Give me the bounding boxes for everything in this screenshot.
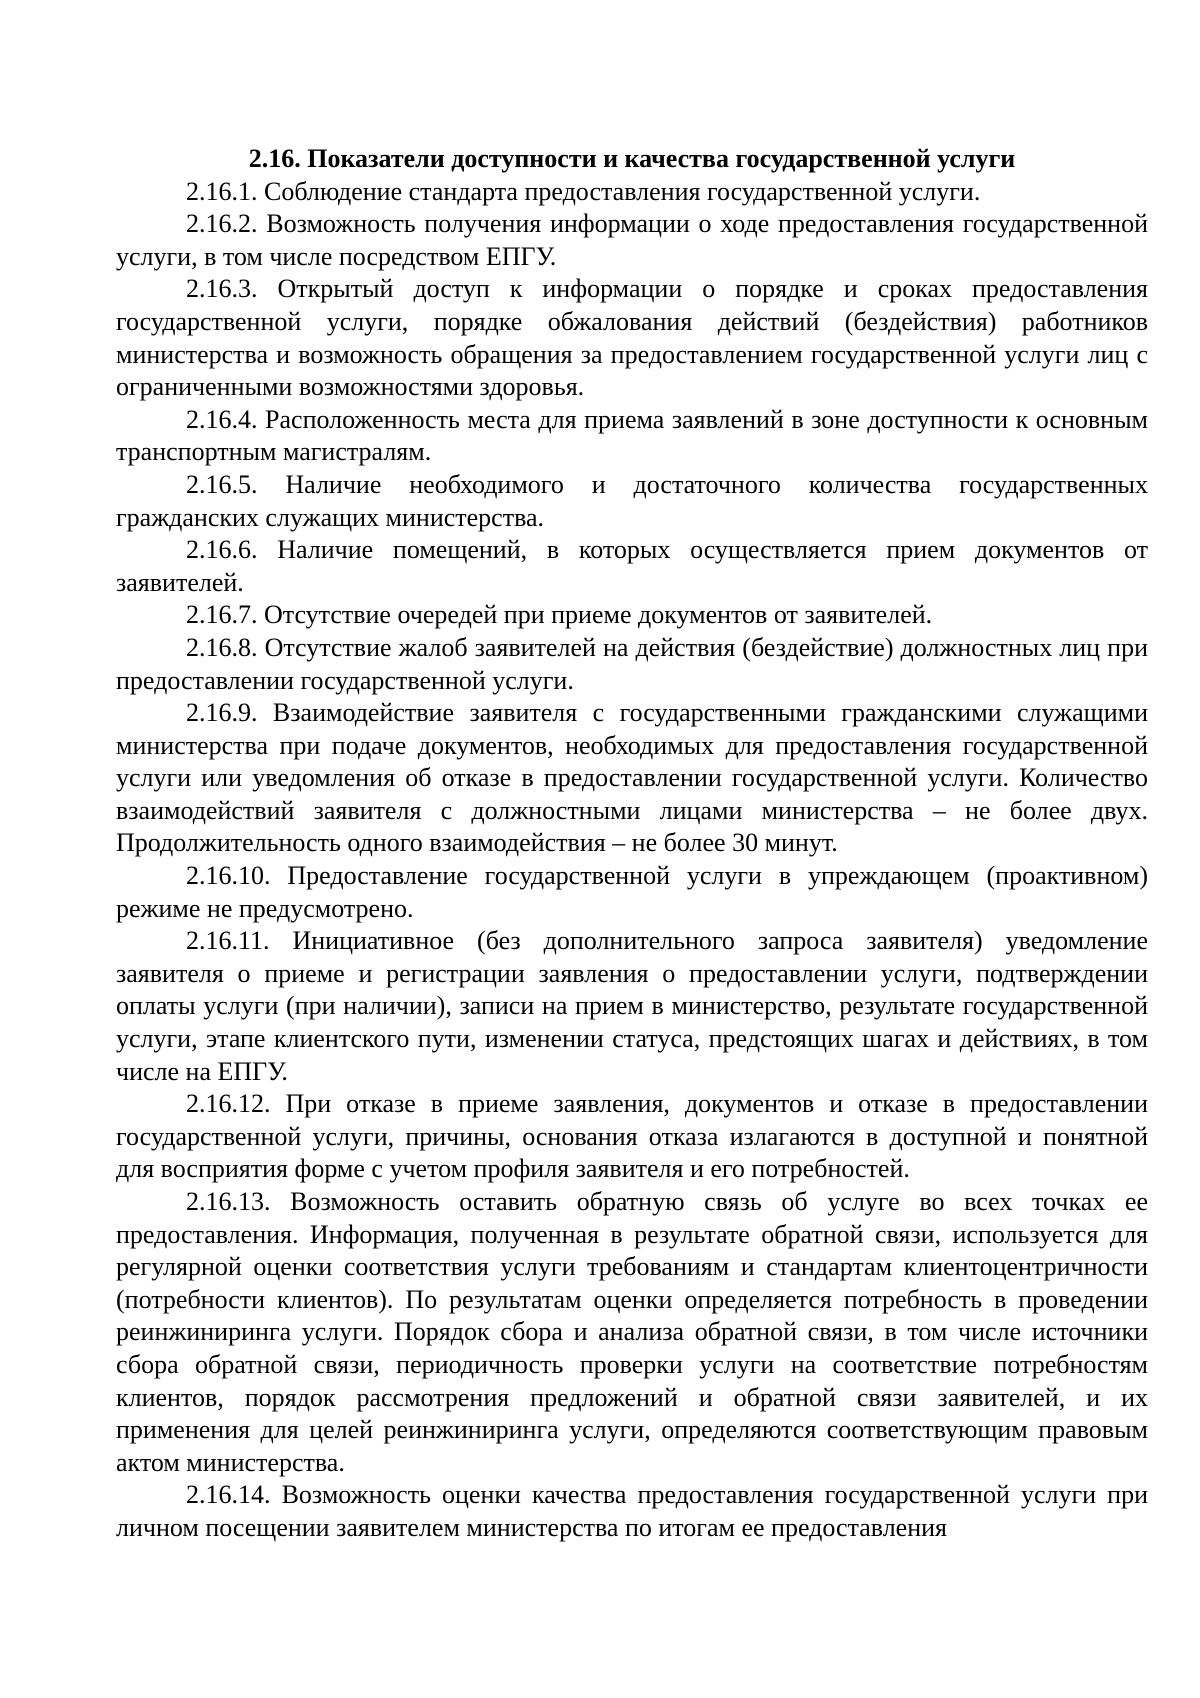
paragraph-2-16-7: 2.16.7. Отсутствие очередей при приеме документов от заявителей. [186,600,933,630]
paragraph-2-16-11: 2.16.11. Инициативное (без дополнительного запроса заявителя) уведомление заявителя о приеме и регистрации заявления о предоставлении услуги, подтверждении оплаты услуги (при наличии), записи на прием в министерство, результате государственной услуги, этапе клиентского пути, изменении статуса, предстоящих шагах и действиях, в том числе на ЕПГУ. [116,926,1148,1086]
paragraph-2-16-2: 2.16.2. Возможность получения информации о ходе предоставления государственной услуги, в том числе посредством ЕПГУ. [116,209,1148,271]
paragraph-2-16-3: 2.16.3. Открытый доступ к информации о порядке и сроках предоставления государственной услуги, порядке обжалования действий (бездействия) работников министерства и возможность обращения за предоставлением государственной услуги лиц с ограниченными возможностями здоровья. [116,274,1148,402]
paragraph-2-16-10: 2.16.10. Предоставление государственной услуги в упреждающем (проактивном) режиме не предусмотрено. [116,861,1148,923]
paragraph-2-16-14: 2.16.14. Возможность оценки качества предоставления государственной услуги при личном посещении заявителем министерства по итогам ее предоставления [116,1480,1148,1542]
paragraph-2-16-9: 2.16.9. Взаимодействие заявителя с государственными гражданскими служащими министерства при подаче документов, необходимых для предоставления государственной услуги или уведомления об отказе в предоставлении государственной услуги. Количество взаимодействий заявителя с должностными лицами министерства – не более двух. Продолжительность одного взаимодействия – не более 30 минут. [116,698,1148,858]
paragraph-2-16-13: 2.16.13. Возможность оставить обратную связь об услуге во всех точках ее предоставления. Информация, полученная в результате обратной связи, используется для регулярной оценки соответствия услуги требованиям и стандартам клиентоцентричности (потребности клиентов). По результатам оценки определяется потребность в проведении реинжиниринга услуги. Порядок сбора и анализа обратной связи, в том числе источники сбора обратной связи, периодичность проверки услуги на соответствие потребностям клиентов, порядок рассмотрения предложений и обратной связи заявителей, и их применения для целей реинжиниринга услуги, определяются соответствующим правовым актом министерства. [116,1187,1148,1477]
paragraph-2-16-5: 2.16.5. Наличие необходимого и достаточного количества государственных гражданских служащих министерства. [116,469,1148,532]
paragraph-2-16-1: 2.16.1. Соблюдение стандарта предоставления государственной услуги. [186,176,981,206]
paragraph-2-16-6: 2.16.6. Наличие помещений, в которых осуществляется прием документов от заявителей. [116,535,1148,597]
document-body [116,143,1148,1545]
paragraph-2-16-12: 2.16.12. При отказе в приеме заявления, документов и отказе в предоставлении государственной услуги, причины, основания отказа излагаются в доступной и понятной для восприятия форме с учетом профиля заявителя и его потребностей. [116,1089,1148,1184]
section-heading: 2.16. Показатели доступности и качества государственной услуги [248,144,1016,173]
paragraph-2-16-8: 2.16.8. Отсутствие жалоб заявителей на действия (бездействие) должностных лиц при предоставлении государственной услуги. [116,632,1148,695]
paragraph-2-16-4: 2.16.4. Расположенность места для приема заявлений в зоне доступности к основным транспортным магистралям. [116,404,1148,467]
